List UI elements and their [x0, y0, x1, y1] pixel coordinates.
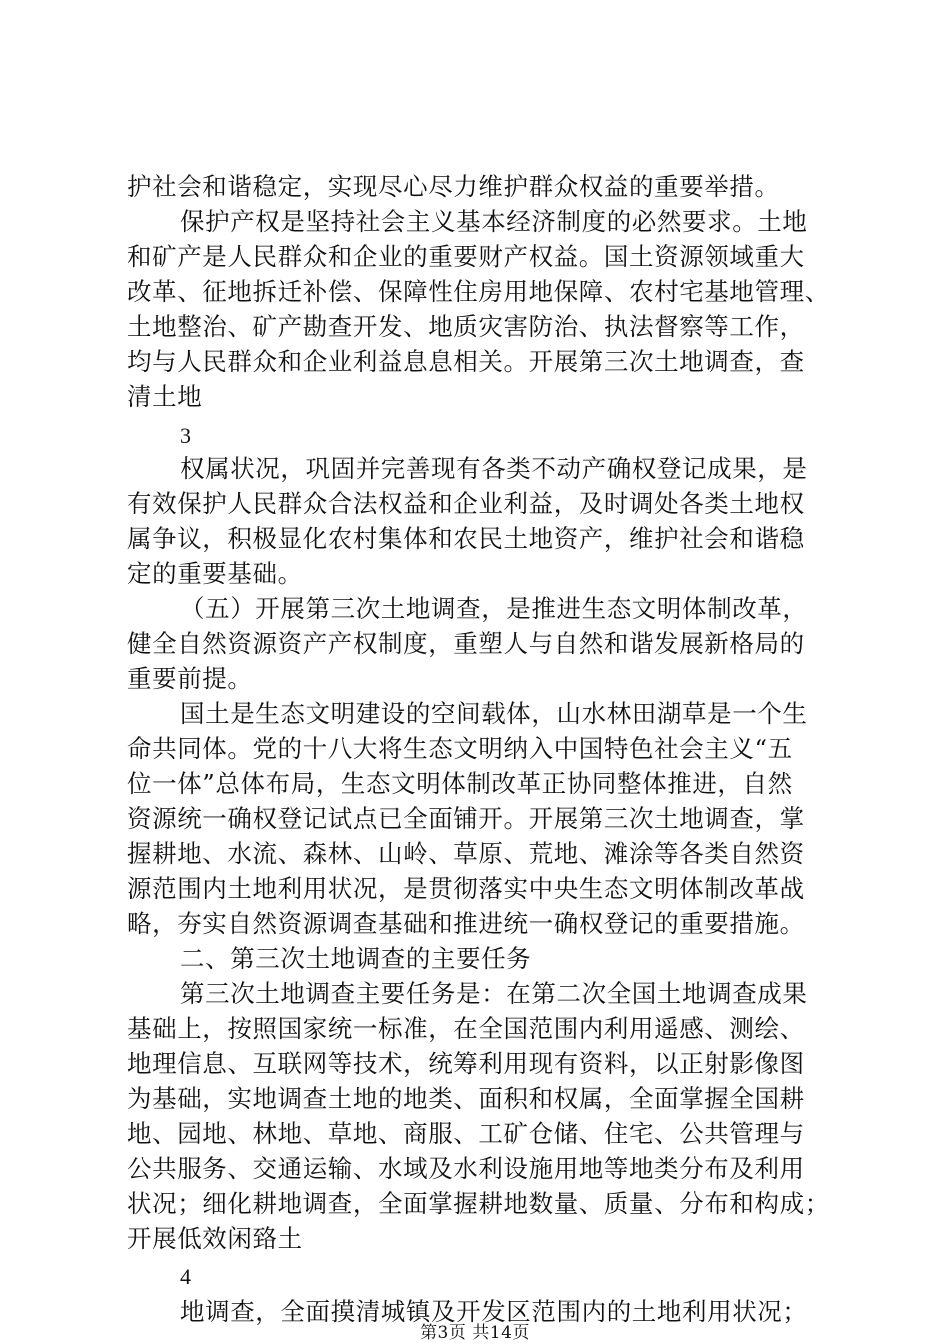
text-line: 有效保护人民群众合法权益和企业利益，及时调处各类土地权: [127, 489, 805, 518]
text-line: 重要前提。: [127, 664, 253, 693]
text-line: 握耕地、水流、森林、山岭、草原、荒地、滩涂等各类自然资: [127, 839, 805, 868]
text-line: 命共同体。党的十八大将生态文明纳入中国特色社会主义“五: [127, 734, 793, 763]
text-line: 位一体”总体布局，生态文明体制改革正协同整体推进，自然: [127, 769, 793, 798]
text-line: 状况；细化耕地调查，全面掌握耕地数量、质量、分布和构成；: [127, 1189, 830, 1218]
text-line: 资源统一确权登记试点已全面铺开。开展第三次土地调查，掌: [127, 804, 805, 833]
text-line: 护社会和谐稳定，实现尽心尽力维护群众权益的重要举措。: [127, 172, 780, 201]
text-line: 土地整治、矿产勘查开发、地质灾害防治、执法督察等工作，: [127, 312, 805, 341]
paragraph-continuation: 权属状况，巩固并完善现有各类不动产确权登记成果，是: [180, 454, 808, 483]
paragraph-start: 保护产权是坚持社会主义基本经济制度的必然要求。土地: [180, 207, 808, 236]
text-line: 公共服务、交通运输、水域及水利设施用地等地类分布及利用: [127, 1154, 805, 1183]
text-line: 清土地: [127, 382, 203, 411]
text-line: 为基础，实地调查土地的地类、面积和权属，全面掌握全国耕: [127, 1084, 805, 1113]
paragraph-start: 国土是生态文明建设的空间载体，山水林田湖草是一个生: [180, 699, 808, 728]
text-line: 开展低效闲臵土: [127, 1224, 303, 1253]
text-line: 略，夯实自然资源调查基础和推进统一确权登记的重要措施。: [127, 909, 805, 938]
paragraph-continuation: 地调查，全面摸清城镇及开发区范围内的土地利用状况；: [180, 1297, 808, 1326]
section-heading: （五）开展第三次土地调查，是推进生态文明体制改革，: [180, 594, 808, 623]
text-line: 改革、征地拆迁补偿、保障性住房用地保障、农村宅基地管理、: [127, 277, 830, 306]
text-line: 定的重要基础。: [127, 559, 303, 588]
text-line: 地理信息、互联网等技术，统筹利用现有资料，以正射影像图: [127, 1049, 805, 1078]
text-line: 地、园地、林地、草地、商服、工矿仓储、住宅、公共管理与: [127, 1119, 805, 1148]
inline-page-number: 4: [180, 1264, 191, 1289]
text-line: 属争议，积极显化农村集体和农民土地资产，维护社会和谐稳: [127, 524, 805, 553]
text-line: 源范围内土地利用状况，是贯彻落实中央生态文明体制改革战: [127, 874, 805, 903]
text-line: 健全自然资源资产产权制度，重塑人与自然和谐发展新格局的: [127, 629, 805, 658]
paragraph-start: 第三次土地调查主要任务是：在第二次全国土地调查成果: [180, 979, 808, 1008]
text-line: 基础上，按照国家统一标准，在全国范围内利用遥感、测绘、: [127, 1014, 805, 1043]
section-heading: 二、第三次土地调查的主要任务: [180, 944, 532, 973]
page-footer: 第3页 共14页: [420, 1323, 530, 1343]
inline-page-number: 3: [180, 423, 191, 448]
text-line: 和矿产是人民群众和企业的重要财产权益。国土资源领域重大: [127, 242, 805, 271]
text-line: 均与人民群众和企业利益息息相关。开展第三次土地调查，查: [127, 347, 805, 376]
